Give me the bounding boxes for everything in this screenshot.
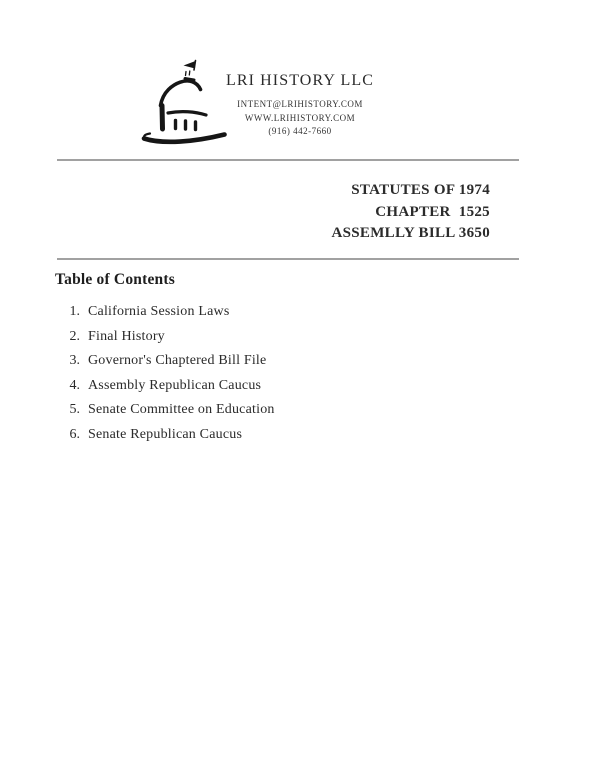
statute-reference bbox=[331, 180, 490, 245]
toc-item-label: Senate Committee on Education bbox=[88, 402, 275, 418]
toc-item-number: 3. bbox=[69, 353, 80, 369]
toc-item-number: 5. bbox=[69, 402, 80, 418]
toc-item-label: Assembly Republican Caucus bbox=[88, 377, 262, 393]
toc-item-3 bbox=[0, 353, 275, 378]
toc-title: Table of Contents bbox=[55, 271, 175, 288]
toc-item-4 bbox=[0, 378, 275, 403]
toc-item-number: 1. bbox=[69, 304, 80, 319]
toc-item-number: 6. bbox=[69, 426, 80, 442]
company-email: INTENT@LRIHISTORY.COM bbox=[237, 99, 363, 109]
toc-item-label: Senate Republican Caucus bbox=[88, 426, 243, 442]
statute-chapter-line: CHAPTER 1525 bbox=[375, 203, 490, 220]
toc-item-2 bbox=[0, 329, 275, 354]
statute-bill-line: ASSEMLLY BILL 3650 bbox=[331, 225, 490, 241]
company-phone: (916) 442-7660 bbox=[268, 126, 332, 137]
toc-item-label: California Session Laws bbox=[88, 304, 230, 319]
letterhead-text bbox=[170, 72, 430, 139]
toc-item-label: Final History bbox=[88, 328, 165, 344]
company-website: WWW.LRIHISTORY.COM bbox=[244, 112, 356, 123]
toc-item-number: 4. bbox=[69, 377, 80, 393]
toc-item-6 bbox=[0, 427, 275, 452]
divider-top bbox=[57, 159, 519, 161]
toc-item-label: Governor's Chaptered Bill File bbox=[88, 353, 267, 369]
divider-bottom bbox=[57, 258, 519, 260]
toc-item-number: 2. bbox=[69, 328, 80, 344]
toc-item-5 bbox=[0, 402, 275, 427]
statute-year-line: STATUTES OF 1974 bbox=[351, 182, 490, 198]
toc-list bbox=[0, 304, 275, 452]
company-name: LRI HISTORY LLC bbox=[225, 72, 375, 89]
toc-item-1 bbox=[0, 304, 275, 329]
